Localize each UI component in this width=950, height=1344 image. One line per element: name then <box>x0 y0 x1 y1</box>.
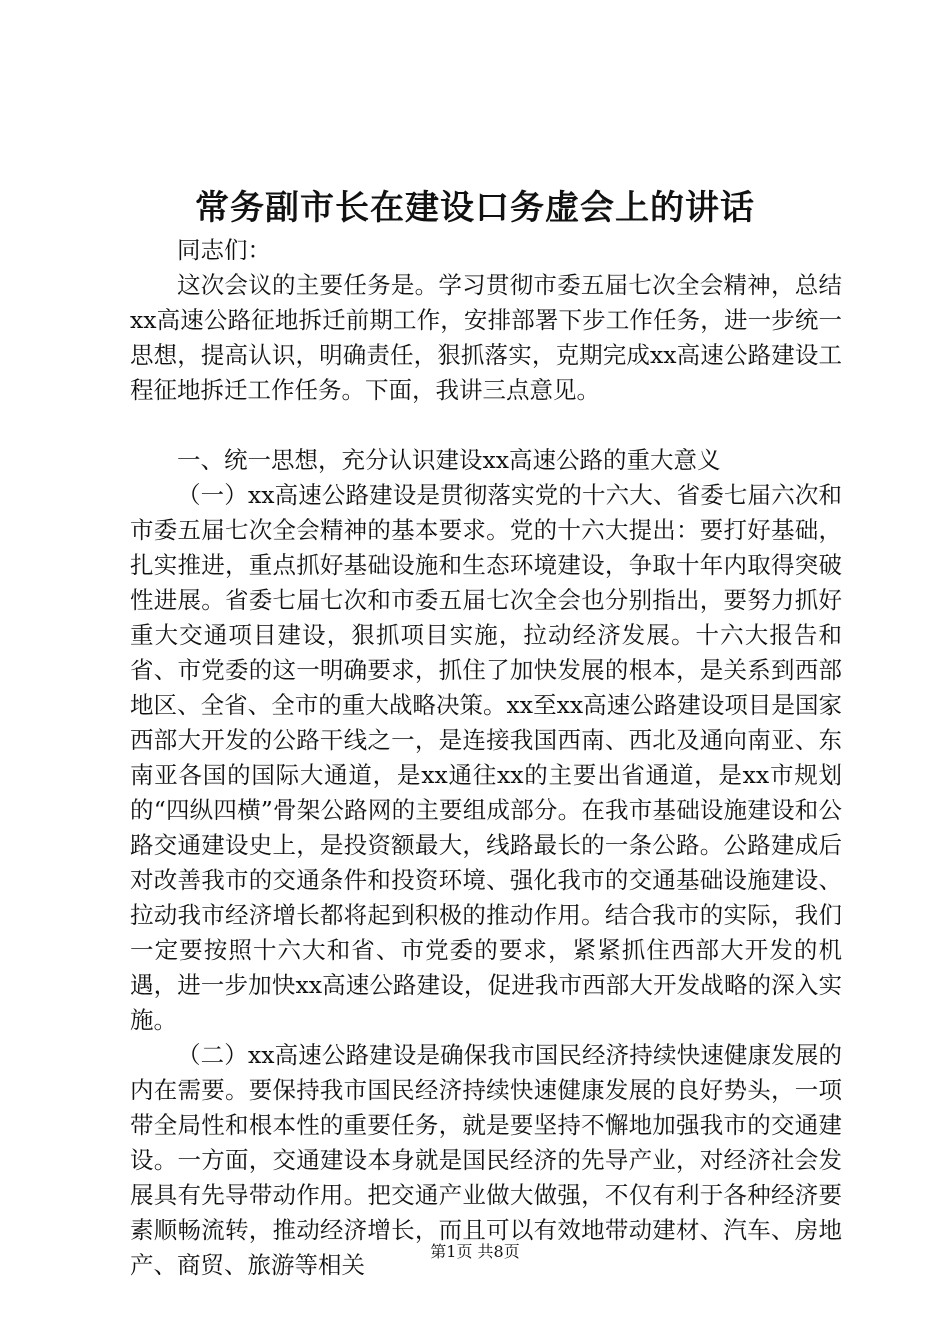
paragraph-gap <box>130 408 842 443</box>
intro-paragraph: 这次会议的主要任务是。学习贯彻市委五届七次全会精神，总结xx高速公路征地拆迁前期工作，安排部署下步工作任务，进一步统一思想，提高认识，明确责任，狠抓落实，克期完成xx高速公路建设工程征地拆迁工作任务。下面，我讲三点意见。 <box>130 271 842 404</box>
document-body <box>130 233 842 1283</box>
page-footer: 第1页 共8页 <box>430 1242 520 1261</box>
body-paragraph: （一）xx高速公路建设是贯彻落实党的十六大、省委七届六次和市委五届七次全会精神的基本要求。党的十六大提出：要打好基础，扎实推进，重点抓好基础设施和生态环境建设，争取十年内取得突破性进展。省委七届七次和市委五届七次全会也分别指出，要努力抓好重大交通项目建设，狠抓项目实施，拉动经济发展。十六大报告和省、市党委的这一明确要求，抓住了加快发展的根本，是关系到西部地区、全省、全市的重大战略决策。xx至xx高速公路建设项目是国家西部大开发的公路干线之一，是连接我国西南、西北及通向南亚、东南亚各国的国际大通道，是xx通往xx的主要出省通道，是xx市规划的“四纵四横”骨架公路网的主要组成部分。在我市基础设施建设和公路交通建设史上，是投资额最大，线路最长的一条公路。公路建成后对改善我市的交通条件和投资环境、强化我市的交通基础设施建设、拉动我市经济增长都将起到积极的推动作用。结合我市的实际，我们一定要按照十六大和省、市党委的要求，紧紧抓住西部大开发的机遇，进一步加快xx高速公路建设，促进我市西部大开发战略的深入实施。 <box>130 481 842 1034</box>
document-title: 常务副市长在建设口务虚会上的讲话 <box>195 188 755 228</box>
section-heading: 一、统一思想，充分认识建设xx高速公路的重大意义 <box>177 446 721 474</box>
salutation: 同志们： <box>177 236 271 264</box>
body-paragraph: （二）xx高速公路建设是确保我市国民经济持续快速健康发展的内在需要。要保持我市国民经济持续快速健康发展的良好势头，一项带全局性和根本性的重要任务，就是要坚持不懈地加强我市的交通建设。一方面，交通建设本身就是国民经济的先导产业，对经济社会发展具有先导带动作用。把交通产业做大做强，不仅有利于各种经济要素顺畅流转，推动经济增长，而且可以有效地带动建材、汽车、房地产、商贸、旅游等相关 <box>130 1041 842 1279</box>
